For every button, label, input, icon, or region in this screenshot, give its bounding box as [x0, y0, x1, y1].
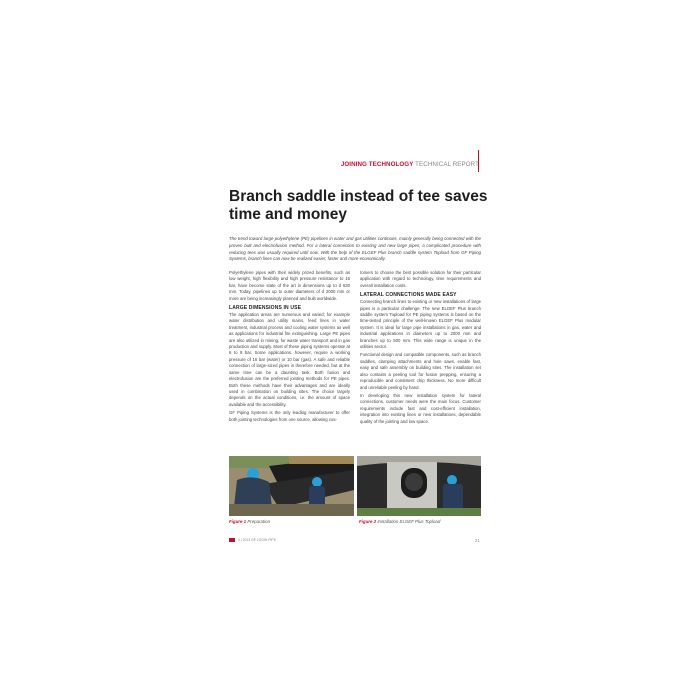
page-footer — [229, 538, 276, 542]
figure-1-label: Figure 1 — [229, 519, 247, 524]
figure-2-photo — [357, 456, 481, 516]
article-title-line-2: time and money — [229, 206, 347, 223]
figure-2-caption — [359, 519, 440, 524]
header-topic: JOINING TECHNOLOGY — [340, 161, 414, 168]
figure-1-caption — [229, 519, 270, 524]
gf-logo-icon — [229, 538, 235, 542]
left-paragraph-3: GF Piping Systems is the only leading manufacturer to offer both jointing technologies from one source, allowing cus- — [229, 410, 350, 422]
left-paragraph-2: The application areas are numerous and varied; for example water distribution and utility mains, feed lines in water treatment, industrial process and cooling water systems as well as applications for industrial fire extinguishing. Large PE pipes are also utilized in mining, for waste water transport and in gas production and supply. Most of these piping systems operate at 6 to 8 bar. Some applications, however, require a working pressure of 16 bar (water) or 10 bar (gas). A safe and reliable connection of large-sized pipes is therefore needed, but at the same time can be a daunting task. Both fusion and electrofusion are the preferred jointing methods for PE pipes. Both these methods have their advantages and are ideally used in combination on building sites. The choice largely depends on the actual conditions, i.e. the amount of space available and the accessibility. — [229, 312, 350, 407]
article-lead: The trend toward large polyethylene (PE) pipelines in water and gas utilities continues, mainly generally being connected with the proven butt and electrofusion method. For a lateral connection to existing and new large pipes, a complicated procedure with reducing tees was usually required until now. With the help of the ELGEF Plus branch saddle system Topload from GF Piping Systems, branch lines can now be realized easier, faster and more economically. — [229, 236, 481, 262]
right-paragraph-3: Functional design and compatible components, such as branch saddles, clamping attachments and hole saws, enable fast, easy and safe assembly on building sites. The installation set also contains a peeling tool for fusion prepping, ensuring a reproducible and consistent chip thickness. No more difficult and unreliable peeling by hand. — [360, 352, 481, 390]
right-paragraph-1: tomers to choose the best possible solution for their particular application with regard to technology, time requirements and overall installation costs. — [360, 270, 481, 288]
figure-2-illustration — [357, 456, 481, 516]
figure-2-caption-text: Installation ELGEF Plus Topload — [377, 519, 441, 524]
section-heading-lateral-connections: LATERAL CONNECTIONS MADE EASY — [360, 292, 457, 299]
figure-1-illustration — [229, 456, 354, 516]
left-paragraph-1: Polyethylene pipes with their widely prized benefits, such as low weight, high flexibility and high pressure resistance to 16 bar, have become state of the art in dimensions up to d 630 mm. Today, pipelines up to outer diameters of d 2000 mm or more are being increasingly planned and built worldwide. — [229, 270, 350, 301]
figure-1-caption-text: Preparation — [247, 519, 271, 524]
figure-2-label: Figure 2 — [359, 519, 377, 524]
figure-1-photo — [229, 456, 354, 516]
right-column — [360, 270, 481, 427]
page-number: 21 — [475, 538, 480, 543]
right-paragraph-4: In developing this new installation system for lateral connections, customer needs were the main focus. Customer requirements include fast and cost-efficient installation, integration into existing lines or new installations, dependable quality of the jointing and low space. — [360, 392, 481, 424]
right-paragraph-2: Connecting branch lines to existing or new installations of large pipes is a particular challenge. The new ELGEF Plus branch saddle system Topload for PE piping systems is based on the time-tested principle of the well-known ELGEF Plus modular system. It is ideal for large pipe installations in gas, water and industrial applications in diameters up to 2000 mm and branches up to 500 mm. This wide range is unique in the utilities sector. — [360, 299, 481, 350]
left-column — [229, 270, 350, 425]
footer-issue-text: 3 | 2013 GF LOGIN PIPE — [237, 538, 276, 542]
section-header — [341, 161, 479, 168]
header-kind: TECHNICAL REPORT — [415, 161, 479, 168]
section-heading-large-dimensions: LARGE DIMENSIONS IN USE — [229, 305, 302, 312]
article-title-line-1: Branch saddle instead of tee saves — [229, 188, 488, 205]
article-title — [229, 188, 489, 224]
